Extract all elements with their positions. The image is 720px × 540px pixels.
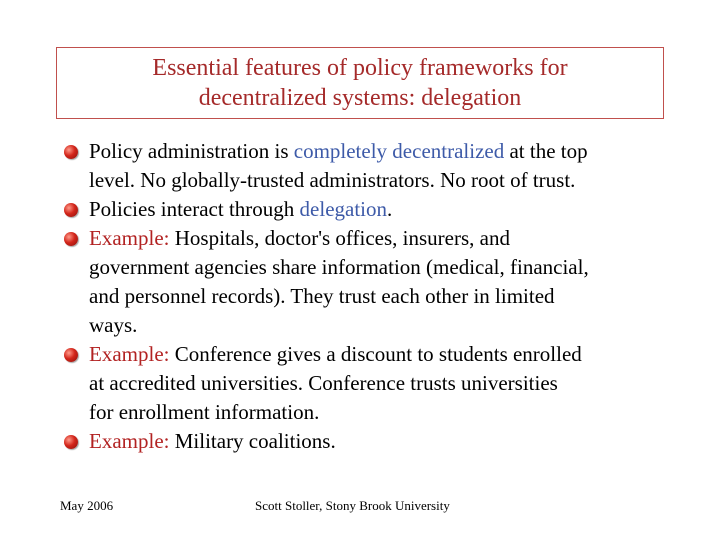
- bullet-item: [62, 224, 692, 340]
- bullet-line: [89, 282, 692, 311]
- bullet-text: government agencies share information (medical, financial,: [89, 255, 589, 279]
- footer-date: May 2006: [60, 498, 114, 513]
- bullet-text: Military coalitions.: [169, 429, 336, 453]
- bullet-line: [89, 137, 692, 166]
- bullet-item: [62, 137, 692, 195]
- red-ball-bullet-icon: [64, 435, 78, 449]
- red-ball-bullet-icon: [64, 348, 78, 362]
- red-ball-bullet-icon: [64, 232, 78, 246]
- slide-title-line-1: Essential features of policy frameworks for: [152, 55, 568, 81]
- bullet-text: Conference gives a discount to students enrolled: [169, 342, 582, 366]
- bullet-line: [89, 195, 692, 224]
- bullet-text: Policies interact through: [89, 197, 300, 221]
- bullet-text: level. No globally-trusted administrators. No root of trust.: [89, 168, 576, 192]
- example-label: Example:: [89, 429, 170, 453]
- bullet-text: and personnel records). They trust each other in limited: [89, 284, 555, 308]
- slide-title-box: [56, 47, 664, 119]
- bullet-line: [89, 311, 692, 340]
- bullet-text: at the top: [504, 139, 588, 163]
- bullet-line: [89, 253, 692, 282]
- footer-author: Scott Stoller, Stony Brook University: [255, 498, 450, 513]
- bullet-line: [89, 340, 692, 369]
- highlighted-term: delegation: [299, 197, 388, 221]
- bullet-text: at accredited universities. Conference trusts universities: [89, 371, 558, 395]
- bullet-text: .: [387, 197, 393, 221]
- bullet-item: [62, 340, 692, 427]
- slide-title-line-2: decentralized systems: delegation: [198, 85, 522, 111]
- bullet-text: Hospitals, doctor's offices, insurers, and: [169, 226, 510, 250]
- bullet-text: for enrollment information.: [89, 400, 320, 424]
- bullet-line: [89, 427, 692, 456]
- bullet-line: [89, 224, 692, 253]
- bullet-item: [62, 195, 692, 224]
- bullet-line: [89, 166, 692, 195]
- highlighted-term: completely decentralized: [293, 139, 505, 163]
- bullet-text: ways.: [89, 313, 138, 337]
- bullet-item: [62, 427, 692, 456]
- red-ball-bullet-icon: [64, 203, 78, 217]
- red-ball-bullet-icon: [64, 145, 78, 159]
- bullet-list: [62, 137, 692, 456]
- example-label: Example:: [89, 342, 170, 366]
- bullet-text: Policy administration is: [89, 139, 294, 163]
- bullet-line: [89, 398, 692, 427]
- bullet-line: [89, 369, 692, 398]
- example-label: Example:: [89, 226, 170, 250]
